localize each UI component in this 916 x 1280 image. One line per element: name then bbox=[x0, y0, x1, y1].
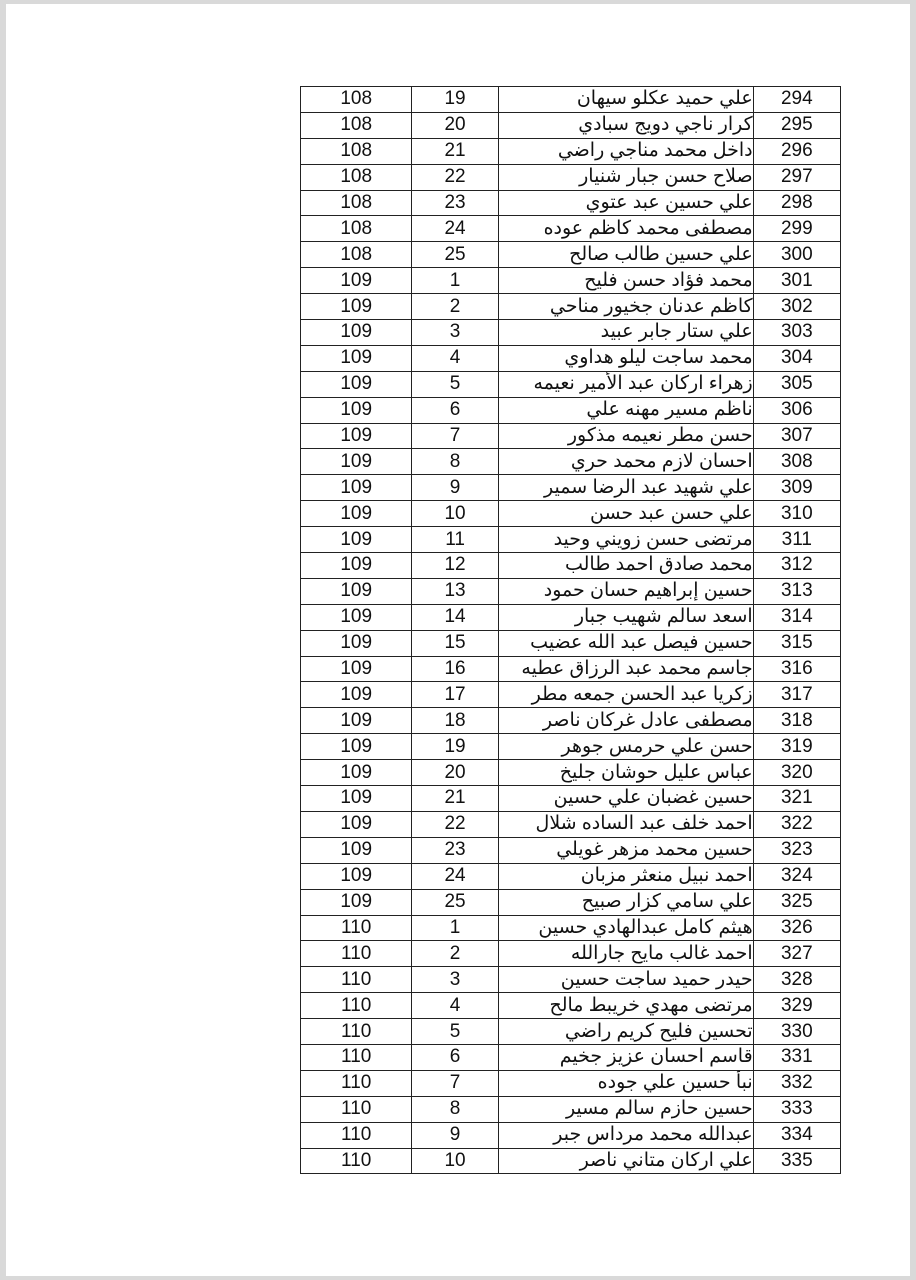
student-name-cell: مصطفى عادل غركان ناصر bbox=[498, 708, 753, 734]
student-name-cell: نبأ حسين علي جوده bbox=[498, 1070, 753, 1096]
hall-number-cell: 108 bbox=[301, 87, 412, 113]
student-name-cell: زهراء اركان عبد الأمير نعيمه bbox=[498, 371, 753, 397]
table-row bbox=[301, 734, 841, 760]
student-name-cell: عبدالله محمد مرداس جبر bbox=[498, 1122, 753, 1148]
seat-number-cell: 12 bbox=[412, 553, 498, 579]
table-row bbox=[301, 216, 841, 242]
table-row bbox=[301, 993, 841, 1019]
table-row bbox=[301, 1070, 841, 1096]
seat-number-cell: 21 bbox=[412, 786, 498, 812]
sequence-number-cell: 320 bbox=[753, 760, 840, 786]
student-name-cell: حسن مطر نعيمه مذكور bbox=[498, 423, 753, 449]
sequence-number-cell: 326 bbox=[753, 915, 840, 941]
sequence-number-cell: 318 bbox=[753, 708, 840, 734]
seat-number-cell: 7 bbox=[412, 423, 498, 449]
table-row bbox=[301, 397, 841, 423]
sequence-number-cell: 321 bbox=[753, 786, 840, 812]
sequence-number-cell: 301 bbox=[753, 268, 840, 294]
sequence-number-cell: 316 bbox=[753, 656, 840, 682]
sequence-number-cell: 312 bbox=[753, 553, 840, 579]
sequence-number-cell: 332 bbox=[753, 1070, 840, 1096]
hall-number-cell: 110 bbox=[301, 1044, 412, 1070]
sequence-number-cell: 300 bbox=[753, 242, 840, 268]
student-name-cell: هيثم كامل عبدالهادي حسين bbox=[498, 915, 753, 941]
hall-number-cell: 109 bbox=[301, 371, 412, 397]
table-row bbox=[301, 345, 841, 371]
sequence-number-cell: 307 bbox=[753, 423, 840, 449]
student-name-cell: محمد ساجت ليلو هداوي bbox=[498, 345, 753, 371]
table-row bbox=[301, 320, 841, 346]
hall-number-cell: 109 bbox=[301, 449, 412, 475]
table-row bbox=[301, 915, 841, 941]
seat-number-cell: 1 bbox=[412, 915, 498, 941]
sequence-number-cell: 335 bbox=[753, 1148, 840, 1174]
seat-number-cell: 3 bbox=[412, 320, 498, 346]
table-row bbox=[301, 371, 841, 397]
student-name-cell: حسين حازم سالم مسير bbox=[498, 1096, 753, 1122]
sequence-number-cell: 314 bbox=[753, 604, 840, 630]
sequence-number-cell: 309 bbox=[753, 475, 840, 501]
document-page bbox=[6, 4, 910, 1276]
sequence-number-cell: 304 bbox=[753, 345, 840, 371]
sequence-number-cell: 310 bbox=[753, 501, 840, 527]
student-name-cell: زكريا عبد الحسن جمعه مطر bbox=[498, 682, 753, 708]
seat-number-cell: 22 bbox=[412, 811, 498, 837]
student-name-cell: علي ستار جابر عبيد bbox=[498, 320, 753, 346]
table-row bbox=[301, 475, 841, 501]
seat-number-cell: 14 bbox=[412, 604, 498, 630]
student-name-cell: مرتضى حسن زويني وحيد bbox=[498, 527, 753, 553]
seat-number-cell: 2 bbox=[412, 294, 498, 320]
seat-number-cell: 17 bbox=[412, 682, 498, 708]
student-name-cell: تحسين فليح كريم راضي bbox=[498, 1019, 753, 1045]
sequence-number-cell: 296 bbox=[753, 138, 840, 164]
table-row bbox=[301, 656, 841, 682]
hall-number-cell: 109 bbox=[301, 268, 412, 294]
student-name-cell: قاسم احسان عزيز جخيم bbox=[498, 1044, 753, 1070]
seat-number-cell: 9 bbox=[412, 475, 498, 501]
sequence-number-cell: 334 bbox=[753, 1122, 840, 1148]
hall-number-cell: 109 bbox=[301, 294, 412, 320]
seat-number-cell: 10 bbox=[412, 501, 498, 527]
hall-number-cell: 109 bbox=[301, 604, 412, 630]
table-row bbox=[301, 112, 841, 138]
seat-number-cell: 10 bbox=[412, 1148, 498, 1174]
hall-number-cell: 109 bbox=[301, 397, 412, 423]
student-name-cell: احمد نبيل منعثر مزبان bbox=[498, 863, 753, 889]
student-name-cell: ناظم مسير مهنه علي bbox=[498, 397, 753, 423]
seat-number-cell: 4 bbox=[412, 345, 498, 371]
student-name-cell: علي حسن عبد حسن bbox=[498, 501, 753, 527]
table-row bbox=[301, 1148, 841, 1174]
sequence-number-cell: 329 bbox=[753, 993, 840, 1019]
table-row bbox=[301, 449, 841, 475]
student-name-cell: داخل محمد مناجي راضي bbox=[498, 138, 753, 164]
sequence-number-cell: 297 bbox=[753, 164, 840, 190]
seat-number-cell: 15 bbox=[412, 630, 498, 656]
student-name-cell: جاسم محمد عبد الرزاق عطيه bbox=[498, 656, 753, 682]
hall-number-cell: 109 bbox=[301, 423, 412, 449]
hall-number-cell: 109 bbox=[301, 630, 412, 656]
sequence-number-cell: 324 bbox=[753, 863, 840, 889]
table-row bbox=[301, 863, 841, 889]
hall-number-cell: 110 bbox=[301, 1096, 412, 1122]
hall-number-cell: 109 bbox=[301, 811, 412, 837]
seat-number-cell: 21 bbox=[412, 138, 498, 164]
sequence-number-cell: 315 bbox=[753, 630, 840, 656]
table-row bbox=[301, 294, 841, 320]
table-row bbox=[301, 190, 841, 216]
hall-number-cell: 109 bbox=[301, 320, 412, 346]
table-row bbox=[301, 138, 841, 164]
table-row bbox=[301, 164, 841, 190]
seat-number-cell: 25 bbox=[412, 889, 498, 915]
table-row bbox=[301, 708, 841, 734]
table-row bbox=[301, 760, 841, 786]
seat-number-cell: 22 bbox=[412, 164, 498, 190]
seat-number-cell: 5 bbox=[412, 371, 498, 397]
seat-number-cell: 1 bbox=[412, 268, 498, 294]
student-name-cell: عباس عليل حوشان جليخ bbox=[498, 760, 753, 786]
student-name-cell: حسين فيصل عبد الله عضيب bbox=[498, 630, 753, 656]
sequence-number-cell: 306 bbox=[753, 397, 840, 423]
seat-number-cell: 23 bbox=[412, 837, 498, 863]
hall-number-cell: 109 bbox=[301, 656, 412, 682]
table-row bbox=[301, 1096, 841, 1122]
seat-number-cell: 19 bbox=[412, 734, 498, 760]
hall-number-cell: 108 bbox=[301, 190, 412, 216]
hall-number-cell: 108 bbox=[301, 138, 412, 164]
seat-number-cell: 11 bbox=[412, 527, 498, 553]
table-row bbox=[301, 268, 841, 294]
student-name-cell: اسعد سالم شهيب جبار bbox=[498, 604, 753, 630]
hall-number-cell: 109 bbox=[301, 553, 412, 579]
student-name-cell: حسين إبراهيم حسان حمود bbox=[498, 578, 753, 604]
hall-number-cell: 110 bbox=[301, 1070, 412, 1096]
hall-number-cell: 110 bbox=[301, 1019, 412, 1045]
table-row bbox=[301, 1019, 841, 1045]
table-row bbox=[301, 786, 841, 812]
student-name-cell: علي حميد عكلو سيهان bbox=[498, 87, 753, 113]
table-row bbox=[301, 967, 841, 993]
hall-number-cell: 109 bbox=[301, 863, 412, 889]
sequence-number-cell: 294 bbox=[753, 87, 840, 113]
sequence-number-cell: 325 bbox=[753, 889, 840, 915]
student-name-cell: علي اركان متاني ناصر bbox=[498, 1148, 753, 1174]
table-row bbox=[301, 501, 841, 527]
student-name-cell: احمد غالب مايح جارالله bbox=[498, 941, 753, 967]
sequence-number-cell: 305 bbox=[753, 371, 840, 397]
student-name-cell: مرتضى مهدي خريبط مالح bbox=[498, 993, 753, 1019]
seat-number-cell: 4 bbox=[412, 993, 498, 1019]
seat-number-cell: 5 bbox=[412, 1019, 498, 1045]
hall-number-cell: 109 bbox=[301, 760, 412, 786]
hall-number-cell: 108 bbox=[301, 216, 412, 242]
seat-number-cell: 23 bbox=[412, 190, 498, 216]
hall-number-cell: 110 bbox=[301, 993, 412, 1019]
student-name-cell: احمد خلف عبد الساده شلال bbox=[498, 811, 753, 837]
hall-number-cell: 110 bbox=[301, 915, 412, 941]
hall-number-cell: 109 bbox=[301, 682, 412, 708]
student-name-cell: كاظم عدنان جخيور مناحي bbox=[498, 294, 753, 320]
hall-number-cell: 109 bbox=[301, 786, 412, 812]
seat-number-cell: 6 bbox=[412, 397, 498, 423]
table-row bbox=[301, 553, 841, 579]
student-name-cell: حيدر حميد ساجت حسين bbox=[498, 967, 753, 993]
table-row bbox=[301, 423, 841, 449]
student-name-cell: مصطفى محمد كاظم عوده bbox=[498, 216, 753, 242]
hall-number-cell: 110 bbox=[301, 941, 412, 967]
table-row bbox=[301, 1122, 841, 1148]
hall-number-cell: 109 bbox=[301, 475, 412, 501]
table-row bbox=[301, 527, 841, 553]
seat-number-cell: 18 bbox=[412, 708, 498, 734]
hall-number-cell: 110 bbox=[301, 967, 412, 993]
table-row bbox=[301, 630, 841, 656]
student-name-cell: صلاح حسن جبار شنيار bbox=[498, 164, 753, 190]
hall-number-cell: 108 bbox=[301, 242, 412, 268]
table-row bbox=[301, 941, 841, 967]
student-name-cell: حسين محمد مزهر غويلي bbox=[498, 837, 753, 863]
student-name-cell: علي شهيد عبد الرضا سمير bbox=[498, 475, 753, 501]
sequence-number-cell: 333 bbox=[753, 1096, 840, 1122]
sequence-number-cell: 331 bbox=[753, 1044, 840, 1070]
sequence-number-cell: 311 bbox=[753, 527, 840, 553]
table-row bbox=[301, 1044, 841, 1070]
sequence-number-cell: 308 bbox=[753, 449, 840, 475]
seat-number-cell: 6 bbox=[412, 1044, 498, 1070]
hall-number-cell: 109 bbox=[301, 889, 412, 915]
hall-number-cell: 108 bbox=[301, 112, 412, 138]
sequence-number-cell: 299 bbox=[753, 216, 840, 242]
seat-number-cell: 20 bbox=[412, 112, 498, 138]
student-name-cell: محمد صادق احمد طالب bbox=[498, 553, 753, 579]
student-name-cell: كرار ناجي دويج سبادي bbox=[498, 112, 753, 138]
hall-number-cell: 109 bbox=[301, 708, 412, 734]
seat-number-cell: 2 bbox=[412, 941, 498, 967]
names-table-body bbox=[301, 87, 841, 1174]
sequence-number-cell: 328 bbox=[753, 967, 840, 993]
hall-number-cell: 109 bbox=[301, 837, 412, 863]
seat-number-cell: 24 bbox=[412, 216, 498, 242]
seat-number-cell: 19 bbox=[412, 87, 498, 113]
table-row bbox=[301, 811, 841, 837]
hall-number-cell: 109 bbox=[301, 734, 412, 760]
sequence-number-cell: 330 bbox=[753, 1019, 840, 1045]
table-row bbox=[301, 889, 841, 915]
seat-number-cell: 20 bbox=[412, 760, 498, 786]
hall-number-cell: 109 bbox=[301, 527, 412, 553]
student-name-cell: حسين غضبان علي حسين bbox=[498, 786, 753, 812]
hall-number-cell: 109 bbox=[301, 501, 412, 527]
seat-number-cell: 8 bbox=[412, 449, 498, 475]
sequence-number-cell: 298 bbox=[753, 190, 840, 216]
seat-number-cell: 7 bbox=[412, 1070, 498, 1096]
seat-number-cell: 3 bbox=[412, 967, 498, 993]
sequence-number-cell: 319 bbox=[753, 734, 840, 760]
table-row bbox=[301, 578, 841, 604]
seat-number-cell: 9 bbox=[412, 1122, 498, 1148]
sequence-number-cell: 322 bbox=[753, 811, 840, 837]
sequence-number-cell: 295 bbox=[753, 112, 840, 138]
hall-number-cell: 109 bbox=[301, 345, 412, 371]
sequence-number-cell: 302 bbox=[753, 294, 840, 320]
hall-number-cell: 109 bbox=[301, 578, 412, 604]
student-name-cell: حسن علي حرمس جوهر bbox=[498, 734, 753, 760]
hall-number-cell: 108 bbox=[301, 164, 412, 190]
hall-number-cell: 110 bbox=[301, 1122, 412, 1148]
student-name-cell: علي سامي كزار صبيح bbox=[498, 889, 753, 915]
table-row bbox=[301, 837, 841, 863]
sequence-number-cell: 317 bbox=[753, 682, 840, 708]
hall-number-cell: 110 bbox=[301, 1148, 412, 1174]
seat-number-cell: 25 bbox=[412, 242, 498, 268]
seat-number-cell: 24 bbox=[412, 863, 498, 889]
sequence-number-cell: 323 bbox=[753, 837, 840, 863]
sequence-number-cell: 313 bbox=[753, 578, 840, 604]
seat-number-cell: 8 bbox=[412, 1096, 498, 1122]
student-name-cell: احسان لازم محمد حري bbox=[498, 449, 753, 475]
seat-number-cell: 16 bbox=[412, 656, 498, 682]
student-name-cell: علي حسين طالب صالح bbox=[498, 242, 753, 268]
seat-number-cell: 13 bbox=[412, 578, 498, 604]
names-table bbox=[300, 86, 841, 1174]
sequence-number-cell: 327 bbox=[753, 941, 840, 967]
student-name-cell: علي حسين عبد عتوي bbox=[498, 190, 753, 216]
table-row bbox=[301, 242, 841, 268]
student-name-cell: محمد فؤاد حسن فليح bbox=[498, 268, 753, 294]
sequence-number-cell: 303 bbox=[753, 320, 840, 346]
table-row bbox=[301, 604, 841, 630]
table-row bbox=[301, 87, 841, 113]
table-row bbox=[301, 682, 841, 708]
